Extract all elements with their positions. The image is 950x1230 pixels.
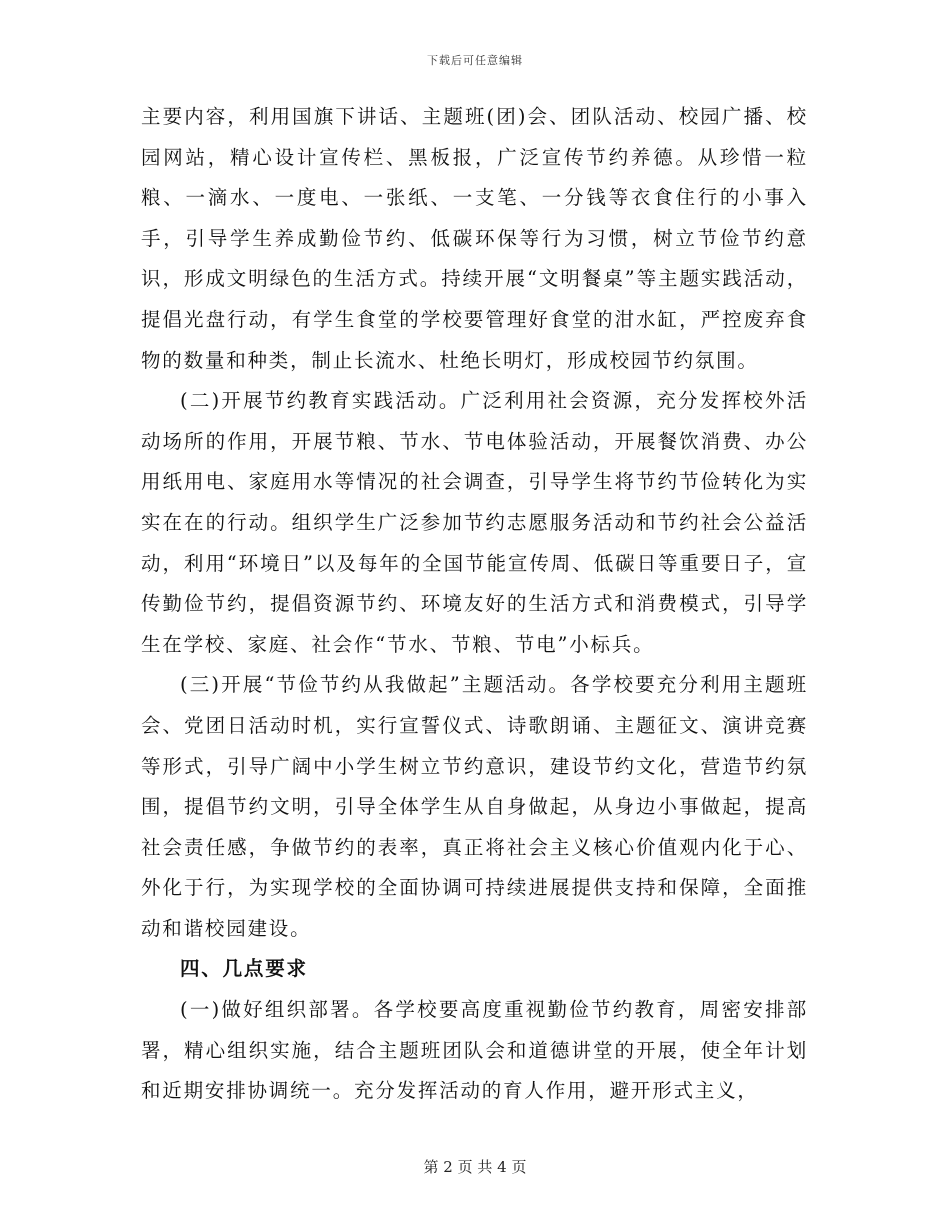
paragraph-continuation: 主要内容，利用国旗下讲话、主题班(团)会、团队活动、校园广播、校园网站，精心设计宣传栏、黑板报，广泛宣传节约养德。从珍惜一粒粮、一滴水、一度电、一张纸、一支笔、一分钱等衣食住行的小事入手，引导学生养成勤俭节约、低碳环保等行为习惯，树立节俭节约意识，形成文明绿色的生活方式。持续开展“文明餐桌”等主题实践活动，提倡光盘行动，有学生食堂的学校要管理好食堂的泔水缸，严控废弃食物的数量和种类，制止长流水、杜绝长明灯，形成校园节约氛围。 — [141, 105, 808, 372]
paragraph-theme-activities: (三)开展“节俭节约从我做起”主题活动。各学校要充分利用主题班会、党团日活动时机，实行宣誓仪式、诗歌朗诵、主题征文、演讲竞赛等形式，引导广阔中小学生树立节约意识，建设节约文化，营造节约氛围，提倡节约文明，引导全体学生从自身做起，从身边小事做起，提高社会责任感，争做节约的表率，真正将社会主义核心价值观内化于心、外化于行，为实现学校的全面协调可持续进展提供支持和保障，全面推动和谐校园建设。 — [141, 673, 808, 940]
paragraph-organization: (一)做好组织部署。各学校要高度重视勤俭节约教育，周密安排部署，精心组织实施，结合主题班团队会和道德讲堂的开展，使全年计划和近期安排协调统一。充分发挥活动的育人作用，避开形式主义， — [141, 998, 808, 1103]
document-body — [141, 97, 808, 1112]
paragraph-practice-activities: (二)开展节约教育实践活动。广泛利用社会资源，充分发挥校外活动场所的作用，开展节粮、节水、节电体验活动，开展餐饮消费、办公用纸用电、家庭用水等情况的社会调查，引导学生将节约节俭转化为实实在在的行动。组织学生广泛参加节约志愿服务活动和节约社会公益活动，利用“环境日”以及每年的全国节能宣传周、低碳日等重要日子，宣传勤俭节约，提倡资源节约、环境友好的生活方式和消费模式，引导学生在学校、家庭、社会作“节水、节粮、节电”小标兵。 — [141, 389, 808, 656]
section-heading: 四、几点要求 — [180, 957, 308, 981]
page-number: 第 2 页 共 4 页 — [423, 1158, 527, 1176]
page-header: 下载后可任意编辑 — [427, 54, 523, 67]
